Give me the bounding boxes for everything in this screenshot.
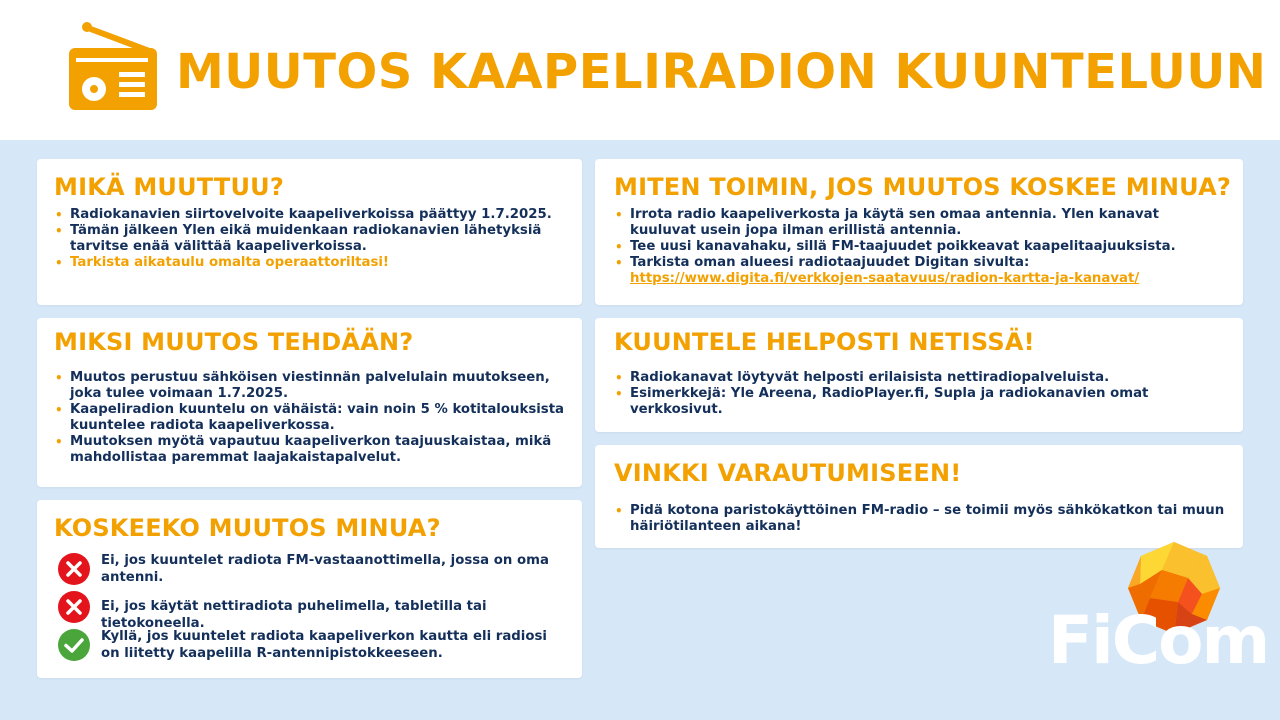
check-row-text: Ei, jos käytät nettiradiota puhelimella, tabletilla tai tietokoneella. [101,599,487,631]
check-row [57,590,568,632]
card-heading: KUUNTELE HELPOSTI NETISSÄ! [614,328,1035,356]
ficom-logo-text: FiCom [1048,602,1269,679]
card-listen-online [595,318,1243,432]
list-item: • Muutoksen myötä vapautuu kaapeliverkon taajuuskaistaa, mikä mahdollistaa paremmat laajakaistapalvelut. [54,434,568,466]
x-circle-icon [57,552,91,586]
list-item: • Radiokanavien siirtovelvoite kaapeliverkoissa päättyy 1.7.2025. [54,207,568,223]
list-item: • Kaapeliradion kuuntelu on vähäistä: vain noin 5 % kotitalouksista kuuntelee radiota kaapeliverkossa. [54,402,568,434]
card-how-to-act [595,159,1243,305]
page-title: MUUTOS KAAPELIRADION KUUNTELUUN [176,44,1267,100]
list-item [614,255,1229,287]
check-row [57,552,568,586]
bullet-list [54,207,568,271]
card-why-change [37,318,582,487]
check-circle-icon [57,628,91,662]
check-row [57,628,568,662]
card-heading: VINKKI VARAUTUMISEEN! [614,459,962,487]
digita-link[interactable]: https://www.digita.fi/verkkojen-saatavuus/radion-kartta-ja-kanavat/ [630,271,1140,286]
check-row-text: Ei, jos kuuntelet radiota FM-vastaanottimella, jossa on oma antenni. [101,553,549,585]
header [0,0,1280,140]
card-heading: MITEN TOIMIN, JOS MUUTOS KOSKEE MINUA? [614,173,1232,201]
bullet-list [614,370,1229,418]
x-circle-icon [57,590,91,624]
list-item: • Irrota radio kaapeliverkosta ja käytä sen omaa antennia. Ylen kanavat kuuluvat usein jopa ilman erillistä antennia. [614,207,1229,239]
bullet-list [614,503,1229,535]
list-item-text: Tarkista oman alueesi radiotaajuudet Digitan sivulta: [630,255,1030,270]
bullet-list [54,370,568,466]
bullet-list [614,207,1229,287]
list-item: • Tarkista aikataulu omalta operaattoriltasi! [54,255,568,271]
list-item: • Tee uusi kanavahaku, sillä FM-taajuudet poikkeavat kaapelitaajuuksista. [614,239,1229,255]
radio-icon [66,22,158,112]
card-heading: MIKSI MUUTOS TEHDÄÄN? [54,328,414,356]
list-item: • Radiokanavat löytyvät helposti erilaisista nettiradiopalveluista. [614,370,1229,386]
card-what-changes [37,159,582,305]
card-preparedness-tip [595,445,1243,548]
list-item: • Pidä kotona paristokäyttöinen FM-radio – se toimii myös sähkökatkon tai muun häiriötilanteen aikana! [614,503,1229,535]
check-row-text: Kyllä, jos kuuntelet radiota kaapeliverkon kautta eli radiosi on liitetty kaapelilla R-antennipistokkeeseen. [101,629,547,661]
list-item: • Muutos perustuu sähköisen viestinnän palvelulain muutokseen, joka tulee voimaan 1.7.2025. [54,370,568,402]
list-item: • Tämän jälkeen Ylen eikä muidenkaan radiokanavien lähetyksiä tarvitse enää välittää kaapeliverkoissa. [54,223,568,255]
card-heading: KOSKEEKO MUUTOS MINUA? [54,514,441,542]
card-heading: MIKÄ MUUTTUU? [54,173,284,201]
list-item: • Esimerkkejä: Yle Areena, RadioPlayer.fi, Supla ja radiokanavien omat verkkosivut. [614,386,1229,418]
card-does-it-affect-me [37,500,582,678]
